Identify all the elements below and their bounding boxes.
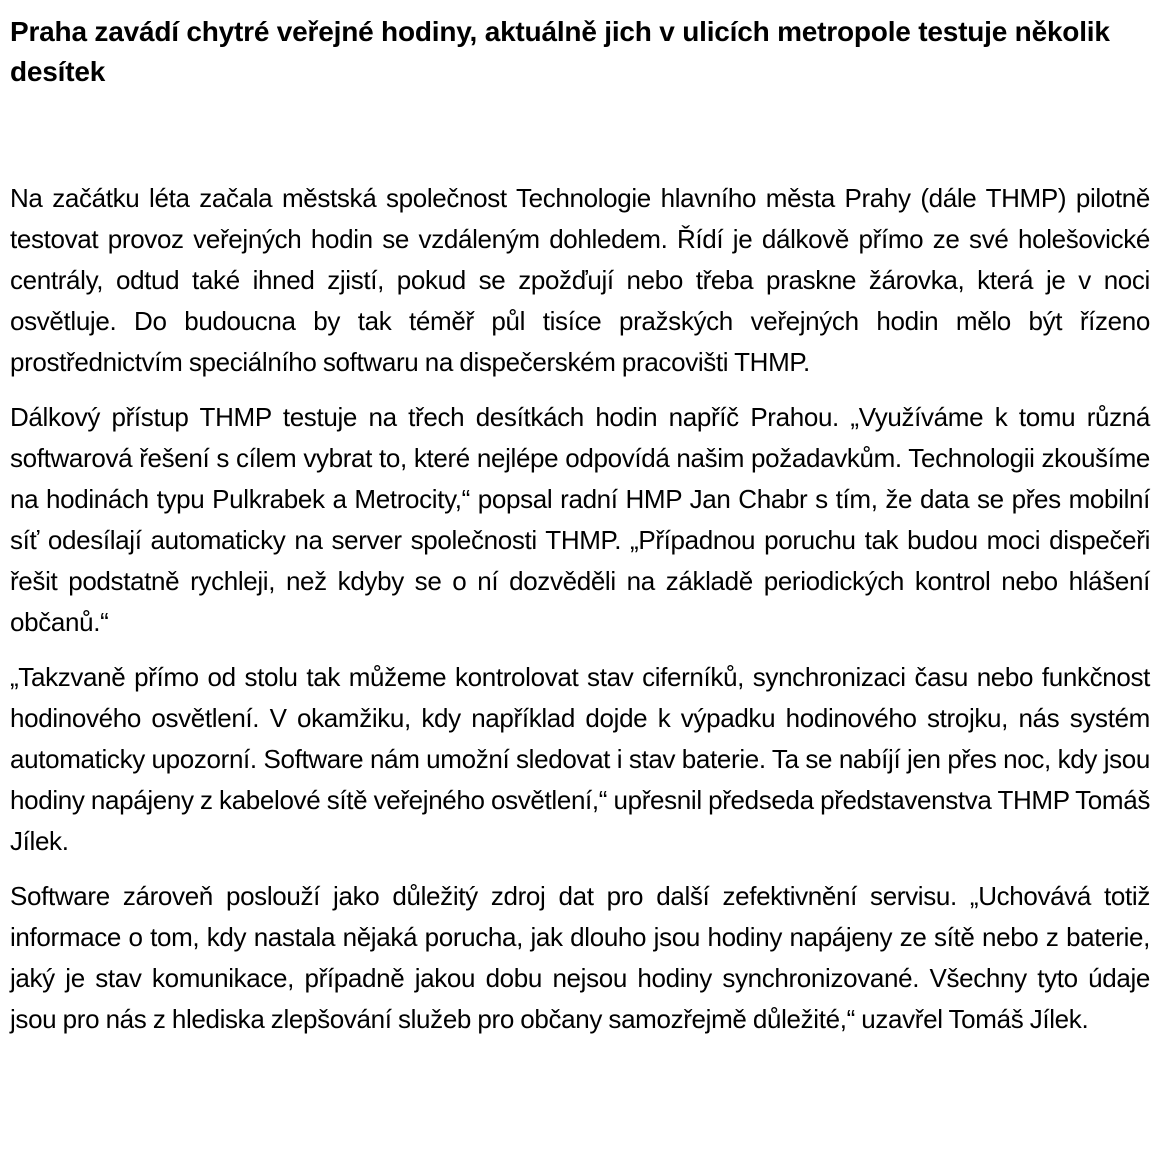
paragraph: Software zároveň poslouží jako důležitý zdroj dat pro další zefektivnění servisu. „Uchovává totiž informace o tom, kdy nastala nějaká porucha, jak dlouho jsou hodiny napájeny ze sítě nebo z baterie, jaký je stav komunikace, případně jakou dobu nejsou hodiny synchronizované. Všechny tyto údaje jsou pro nás z hlediska zlepšování služeb pro občany samozřejmě důležité,“ uzavřel Tomáš Jílek. [10,881,1150,1034]
paragraph: „Takzvaně přímo od stolu tak můžeme kontrolovat stav ciferníků, synchronizaci času nebo funkčnost hodinového osvětlení. V okamžiku, kdy například dojde k výpadku hodinového strojku, nás systém automaticky upozorní. Software nám umožní sledovat i stav baterie. Ta se nabíjí jen přes noc, kdy jsou hodiny napájeny z kabelové sítě veřejného osvětlení,“ upřesnil předseda představenstva THMP Tomáš Jílek. [10,662,1150,856]
paragraph: Na začátku léta začala městská společnost Technologie hlavního města Prahy (dále THMP) pilotně testovat provoz veřejných hodin se vzdáleným dohledem. Řídí je dálkově přímo ze své holešovické centrály, odtud také ihned zjistí, pokud se zpožďují nebo třeba praskne žárovka, která je v noci osvětluje. Do budoucna by tak téměř půl tisíce pražských veřejných hodin mělo být řízeno prostřednictvím speciálního softwaru na dispečerském pracovišti THMP. [10,183,1150,377]
article-title: Praha zavádí chytré veřejné hodiny, aktuálně jich v ulicích metropole testuje několik desítek [10,16,1110,87]
document [10,0,1150,1054]
paragraph: Dálkový přístup THMP testuje na třech desítkách hodin napříč Prahou. „Využíváme k tomu různá softwarová řešení s cílem vybrat to, které nejlépe odpovídá našim požadavkům. Technologii zkoušíme na hodinách typu Pulkrabek a Metrocity,“ popsal radní HMP Jan Chabr s tím, že data se přes mobilní síť odesílají automaticky na server společnosti THMP. „Případnou poruchu tak budou moci dispečeři řešit podstatně rychleji, než kdyby se o ní dozvěděli na základě periodických kontrol nebo hlášení občanů.“ [10,402,1150,637]
article-body [10,178,1150,1040]
